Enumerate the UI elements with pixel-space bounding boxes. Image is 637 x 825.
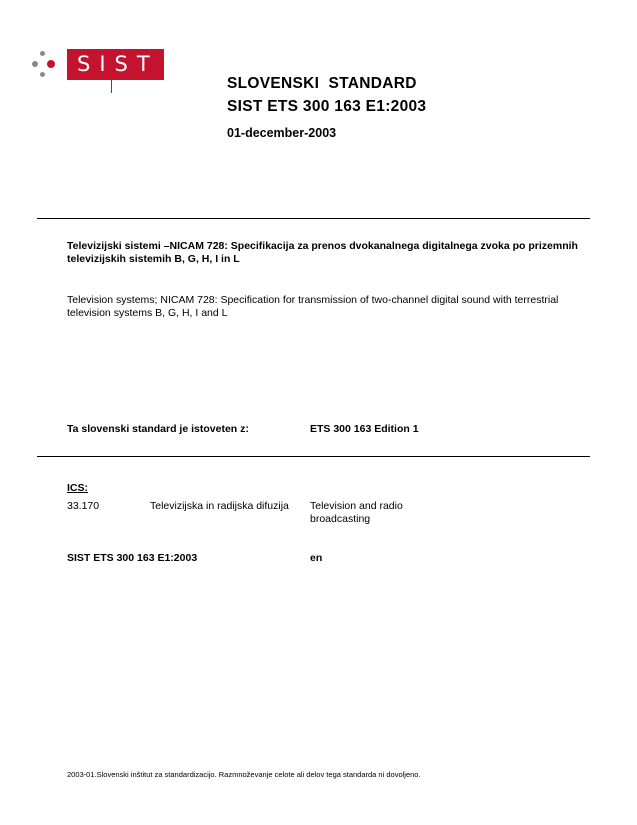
logo-dot-accent <box>47 60 55 68</box>
ics-description-english: Television and radio broadcasting <box>310 500 403 525</box>
standard-code-bottom: SIST ETS 300 163 E1:2003 <box>67 552 198 564</box>
standard-code: SIST ETS 300 163 E1:2003 <box>227 98 427 115</box>
divider-top <box>37 218 590 219</box>
logo-dot <box>40 51 45 56</box>
logo-dots-icon <box>28 50 56 84</box>
divider-middle <box>37 456 590 457</box>
standard-date: 01-december-2003 <box>227 126 337 140</box>
copyright-footer: 2003-01.Slovenski inštitut za standardizacijo. Razmnoževanje celote ali delov tega standarda ni dovoljeno. <box>67 770 421 779</box>
language-code: en <box>310 552 323 564</box>
logo-dot <box>40 72 45 77</box>
logo-dot <box>32 61 38 67</box>
title-english: Television systems; NICAM 728: Specification for transmission of two-channel digital sound with terrestrial television systems B, G, H, I and L <box>67 294 559 319</box>
ics-description-slovenian: Televizijska in radijska difuzija <box>150 500 289 512</box>
logo-rule <box>111 80 112 93</box>
ics-label: ICS: <box>67 482 88 494</box>
identical-value: ETS 300 163 Edition 1 <box>310 423 419 435</box>
title-slovenian: Televizijski sistemi –NICAM 728: Specifikacija za prenos dvokanalnega digitalnega zvoka po prizemnih televizijskih sistemih B, G, H, I in L <box>67 240 578 265</box>
ics-code: 33.170 <box>67 500 100 512</box>
identical-label: Ta slovenski standard je istoveten z: <box>67 423 249 435</box>
standard-label: SLOVENSKI STANDARD <box>227 75 417 92</box>
sist-logo: SIST <box>67 49 164 80</box>
